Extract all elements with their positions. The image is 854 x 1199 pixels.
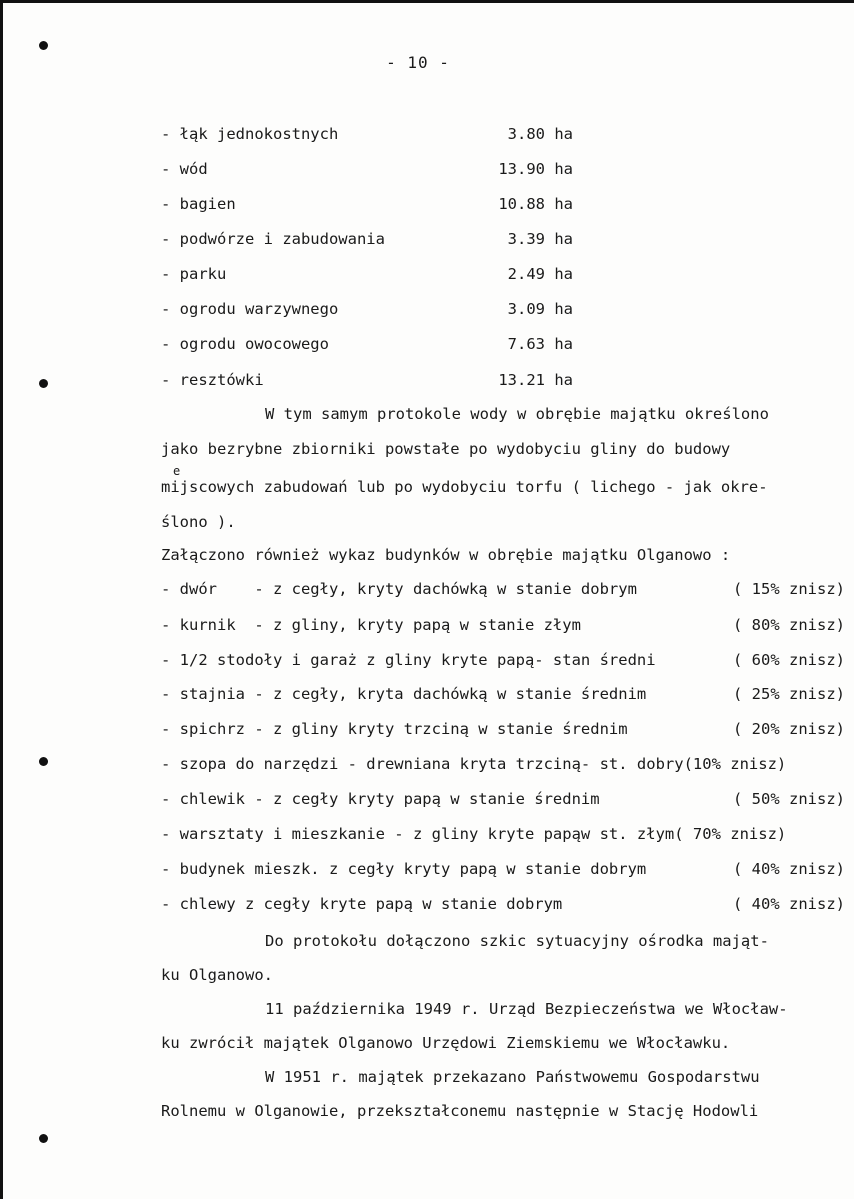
building-row (161, 616, 845, 634)
building-description: - stajnia - z cegły, kryta dachówką w stanie średnim (161, 685, 647, 703)
land-area-label: - łąk jednokostnych (161, 125, 339, 143)
building-description: - szopa do narzędzi - drewniana kryta trzciną- st. dobry(10% znisz) (161, 755, 787, 773)
land-area-value: 2.49 ha (507, 265, 573, 283)
land-area-value: 13.90 ha (498, 160, 573, 178)
building-wear: ( 40% znisz) (733, 860, 845, 878)
building-wear: ( 15% znisz) (733, 580, 845, 598)
punch-hole (39, 1134, 48, 1143)
land-area-value: 3.09 ha (507, 300, 573, 318)
paragraph-line: ku Olganowo. (161, 966, 273, 984)
land-area-value: 3.80 ha (507, 125, 573, 143)
building-row (161, 651, 845, 669)
building-row (161, 790, 845, 808)
building-description: - chlewy z cegły kryte papą w stanie dobrym (161, 895, 563, 913)
land-area-label: - resztówki (161, 371, 264, 389)
building-description: - spichrz - z gliny kryty trzciną w stanie średnim (161, 720, 628, 738)
building-wear: ( 40% znisz) (733, 895, 845, 913)
building-description: - dwór - z cegły, kryty dachówką w stanie dobrym (161, 580, 637, 598)
paragraph-line: W 1951 r. majątek przekazano Państwowemu Gospodarstwu (265, 1068, 760, 1086)
building-row (161, 825, 786, 843)
building-wear: ( 80% znisz) (733, 616, 845, 634)
paragraph-line: 11 października 1949 r. Urząd Bezpieczeństwa we Włocław- (265, 1000, 788, 1018)
buildings-intro: Załączono również wykaz budynków w obrębie majątku Olganowo : (161, 546, 731, 564)
land-area-label: - ogrodu warzywnego (161, 300, 339, 318)
building-description: - warsztaty i mieszkanie - z gliny kryte papąw st. złym( 70% znisz) (161, 825, 787, 843)
building-row (161, 580, 845, 598)
building-row (161, 720, 845, 738)
paragraph-line: Do protokołu dołączono szkic sytuacyjny ośrodka mająt- (265, 932, 769, 950)
paragraph-line: jako bezrybne zbiorniki powstałe po wydobyciu gliny do budowy (161, 440, 731, 458)
land-area-label: - wód (161, 160, 208, 178)
land-area-label: - ogrodu owocowego (161, 335, 329, 353)
building-description: - chlewik - z cegły kryty papą w stanie średnim (161, 790, 600, 808)
land-area-label: - podwórze i zabudowania (161, 230, 385, 248)
paragraph-line: W tym samym protokole wody w obrębie majątku określono (265, 405, 769, 423)
handwritten-insertion: e (173, 464, 181, 478)
paragraph-line: Rolnemu w Olganowie, przekształconemu następnie w Stację Hodowli (161, 1102, 759, 1120)
punch-hole (39, 757, 48, 766)
building-wear: ( 20% znisz) (733, 720, 845, 738)
paragraph-line: mijscowych zabudowań lub po wydobyciu torfu ( lichego - jak okre- (161, 478, 768, 496)
land-area-value: 3.39 ha (507, 230, 573, 248)
building-description: - 1/2 stodoły i garaż z gliny kryte papą- stan średni (161, 651, 656, 669)
land-area-label: - parku (161, 265, 227, 283)
building-row (161, 685, 845, 703)
building-row (161, 895, 845, 913)
building-wear: ( 50% znisz) (733, 790, 845, 808)
punch-hole (39, 379, 48, 388)
building-description: - budynek mieszk. z cegły kryty papą w stanie dobrym (161, 860, 647, 878)
building-row (161, 755, 786, 773)
building-row (161, 860, 845, 878)
building-wear: ( 25% znisz) (733, 685, 845, 703)
punch-hole (39, 41, 48, 50)
land-area-value: 13.21 ha (498, 371, 573, 389)
paragraph-line: ślono ). (161, 513, 236, 531)
paragraph-line: ku zwrócił majątek Olganowo Urzędowi Ziemskiemu we Włocławku. (161, 1034, 731, 1052)
land-area-value: 7.63 ha (507, 335, 573, 353)
page-number: - 10 - (386, 53, 450, 72)
land-area-value: 10.88 ha (498, 195, 573, 213)
land-area-label: - bagien (161, 195, 236, 213)
building-wear: ( 60% znisz) (733, 651, 845, 669)
building-description: - kurnik - z gliny, kryty papą w stanie złym (161, 616, 581, 634)
